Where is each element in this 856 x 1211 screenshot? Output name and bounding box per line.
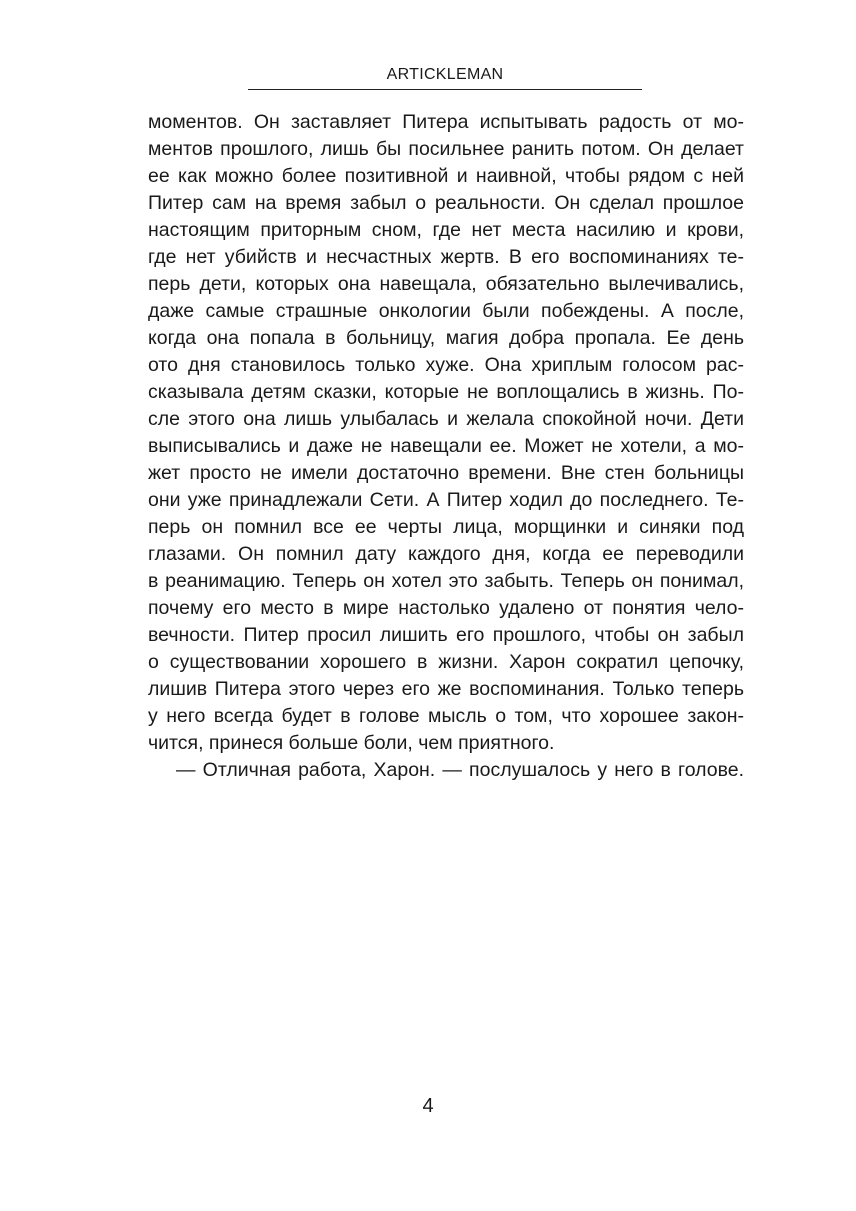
text-line: глазами. Он помнил дату каждого дня, когда ее переводили xyxy=(148,543,744,565)
text-line: сле этого она лишь улыбалась и желала спокойной ночи. Дети xyxy=(148,408,744,430)
text-line: моментов. Он заставляет Питера испытывать радость от мо- xyxy=(148,111,744,133)
text-line: где нет убийств и несчастных жертв. В его воспоминаниях те- xyxy=(148,246,744,268)
text-line: жет просто не имели достаточно времени. Вне стен больницы xyxy=(148,462,744,484)
text-line: они уже принадлежали Сети. А Питер ходил до последнего. Те- xyxy=(148,489,744,511)
text-line: перь он помнил все ее черты лица, морщинки и синяки под xyxy=(148,516,744,538)
text-line: почему его место в мире настолько удалено от понятия чело- xyxy=(148,597,744,619)
text-line: ментов прошлого, лишь бы посильнее ранить потом. Он делает xyxy=(148,138,744,160)
text-line: чится, принеся больше боли, чем приятного. xyxy=(148,732,555,754)
text-line: о существовании хорошего в жизни. Харон сократил цепочку, xyxy=(148,651,744,673)
text-line: в реанимацию. Теперь он хотел это забыть. Теперь он понимал, xyxy=(148,570,744,592)
body-text xyxy=(148,109,744,784)
text-line: ото дня становилось только хуже. Она хриплым голосом рас- xyxy=(148,354,744,376)
dialogue-line: — Отличная работа, Харон. — послушалось у него в голове. xyxy=(176,759,744,781)
header-rule xyxy=(248,89,642,90)
text-line: даже самые страшные онкологии были побеждены. А после, xyxy=(148,300,744,322)
text-line: Питер сам на время забыл о реальности. Он сделал прошлое xyxy=(148,192,744,214)
text-line: ее как можно более позитивной и наивной, чтобы рядом с ней xyxy=(148,165,744,187)
text-line: у него всегда будет в голове мысль о том, что хорошее закон- xyxy=(148,705,744,727)
text-line: выписывались и даже не навещали ее. Может не хотели, а мо- xyxy=(148,435,744,457)
text-line: сказывала детям сказки, которые не воплощались в жизнь. По- xyxy=(148,381,744,403)
text-line: перь дети, которых она навещала, обязательно вылечивались, xyxy=(148,273,744,295)
running-title: ARTICKLEMAN xyxy=(386,66,504,83)
text-line: вечности. Питер просил лишить его прошлого, чтобы он забыл xyxy=(148,624,744,646)
text-line: настоящим приторным сном, где нет места насилию и крови, xyxy=(148,219,744,241)
page-number: 4 xyxy=(422,1095,434,1117)
text-line: лишив Питера этого через его же воспоминания. Только теперь xyxy=(148,678,744,700)
text-line: когда она попала в больницу, магия добра пропала. Ее день xyxy=(148,327,744,349)
